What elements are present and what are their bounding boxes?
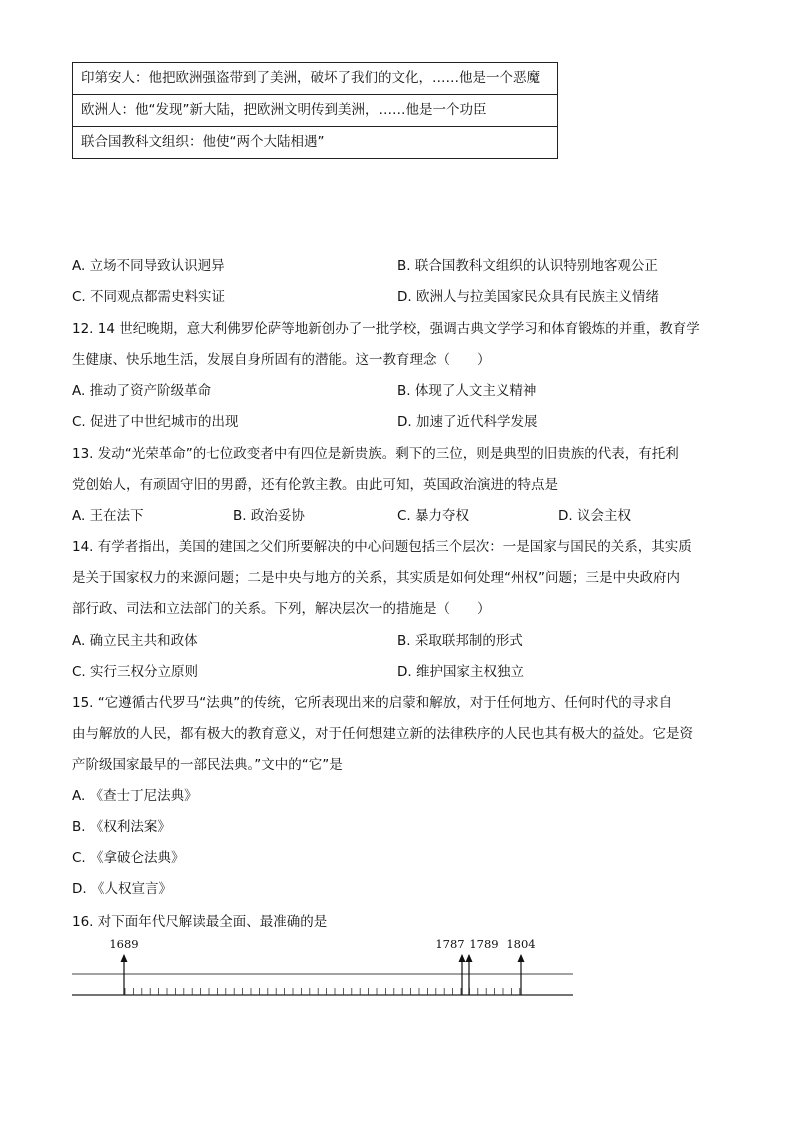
q11-option-b: B. 联合国教科文组织的认识特别地客观公正: [397, 258, 658, 274]
q13-option-a: A. 王在法下: [72, 508, 144, 524]
q12-option-d: D. 加速了近代科学发展: [397, 414, 538, 430]
q13-stem-line: 13. 发动“光荣革命”的七位政变者中有四位是新贵族。剩下的三位，则是典型的旧贵族的代表，有托利: [72, 446, 679, 462]
q13-stem-line: 党创始人，有顽固守旧的男爵，还有伦敦主教。由此可知，英国政治演进的特点是: [72, 477, 558, 493]
q14-option-c: C. 实行三权分立原则: [72, 664, 199, 680]
q15-option-b: B. 《权利法案》: [72, 819, 171, 835]
q12-stem-line: 12. 14 世纪晚期，意大利佛罗伦萨等地新创办了一批学校，强调古典文学学习和体育锻炼的并重，教育学: [72, 321, 700, 337]
q14-stem-line: 14. 有学者指出，美国的建国之父们所要解决的中心问题包括三个层次：一是国家与国民的关系，其实质: [72, 539, 692, 555]
q14-stem-line: 是关于国家权力的来源问题；二是中央与地方的关系，其实质是如何处理“州权”问题；三是中央政府内: [72, 570, 680, 586]
q16-stem: 16. 对下面年代尺解读最全面、最准确的是: [72, 914, 328, 930]
timeline-arrows: [109, 937, 535, 995]
timeline-year-label: 1789: [469, 937, 499, 951]
q13-option-d: D. 议会主权: [558, 508, 631, 524]
q15-stem-line: 由与解放的人民，都有极大的教育意义，对于任何想建立新的法律秩序的人民也其有极大的益处。它是资: [72, 726, 693, 742]
timeline-arrowhead: [466, 954, 473, 962]
table-cell: 印第安人：他把欧洲强盗带到了美洲，破坏了我们的文化，……他是一个恶魔: [73, 63, 558, 95]
table-cell: 欧洲人：他“发现”新大陆，把欧洲文明传到美洲，……他是一个功臣: [73, 95, 558, 127]
table-cell: 联合国教科文组织：他使“两个大陆相遇”: [73, 127, 558, 159]
q14-stem-line: 部行政、司法和立法部门的关系。下列，解决层次一的措施是（ ）: [72, 601, 491, 617]
q13-option-c: C. 暴力夺权: [397, 508, 470, 524]
q15-option-d: D. 《人权宣言》: [72, 881, 172, 897]
q12-stem-line: 生健康、快乐地生活，发展自身所固有的潜能。这一教育理念（ ）: [72, 352, 491, 368]
q13-option-b: B. 政治妥协: [233, 508, 305, 524]
q12-option-a: A. 推动了资产阶级革命: [72, 383, 212, 399]
timeline-ticks: [125, 988, 520, 995]
q15-option-a: A. 《查士丁尼法典》: [72, 788, 198, 804]
q15-option-c: C. 《拿破仑法典》: [72, 850, 185, 866]
q14-option-a: A. 确立民主共和政体: [72, 633, 198, 649]
table-row: [73, 95, 558, 127]
timeline-arrowhead: [459, 954, 466, 962]
q12-option-b: B. 体现了人文主义精神: [397, 383, 537, 399]
q12-option-c: C. 促进了中世纪城市的出现: [72, 414, 239, 430]
timeline-year-label: 1787: [435, 937, 465, 951]
q11-option-c: C. 不同观点都需史料实证: [72, 289, 226, 305]
q11-option-a: A. 立场不同导致认识迥异: [72, 258, 225, 274]
timeline-ruler: [72, 935, 574, 999]
timeline-arrowhead: [121, 954, 128, 962]
table-row: [73, 127, 558, 159]
timeline-year-label: 1804: [506, 937, 536, 951]
q14-option-d: D. 维护国家主权独立: [397, 664, 524, 680]
timeline-year-label: 1689: [109, 937, 139, 951]
quote-table: [72, 62, 558, 159]
timeline-arrowhead: [518, 954, 525, 962]
q15-stem-line: 15. “它遵循古代罗马“法典”的传统，它所表现出来的启蒙和解放，对于任何地方、任何时代的寻求自: [72, 695, 673, 711]
q11-option-d: D. 欧洲人与拉美国家民众具有民族主义情绪: [397, 289, 659, 305]
q14-option-b: B. 采取联邦制的形式: [397, 633, 523, 649]
table-row: [73, 63, 558, 95]
q15-stem-line: 产阶级国家最早的一部民法典。”文中的“它”是: [72, 757, 343, 773]
